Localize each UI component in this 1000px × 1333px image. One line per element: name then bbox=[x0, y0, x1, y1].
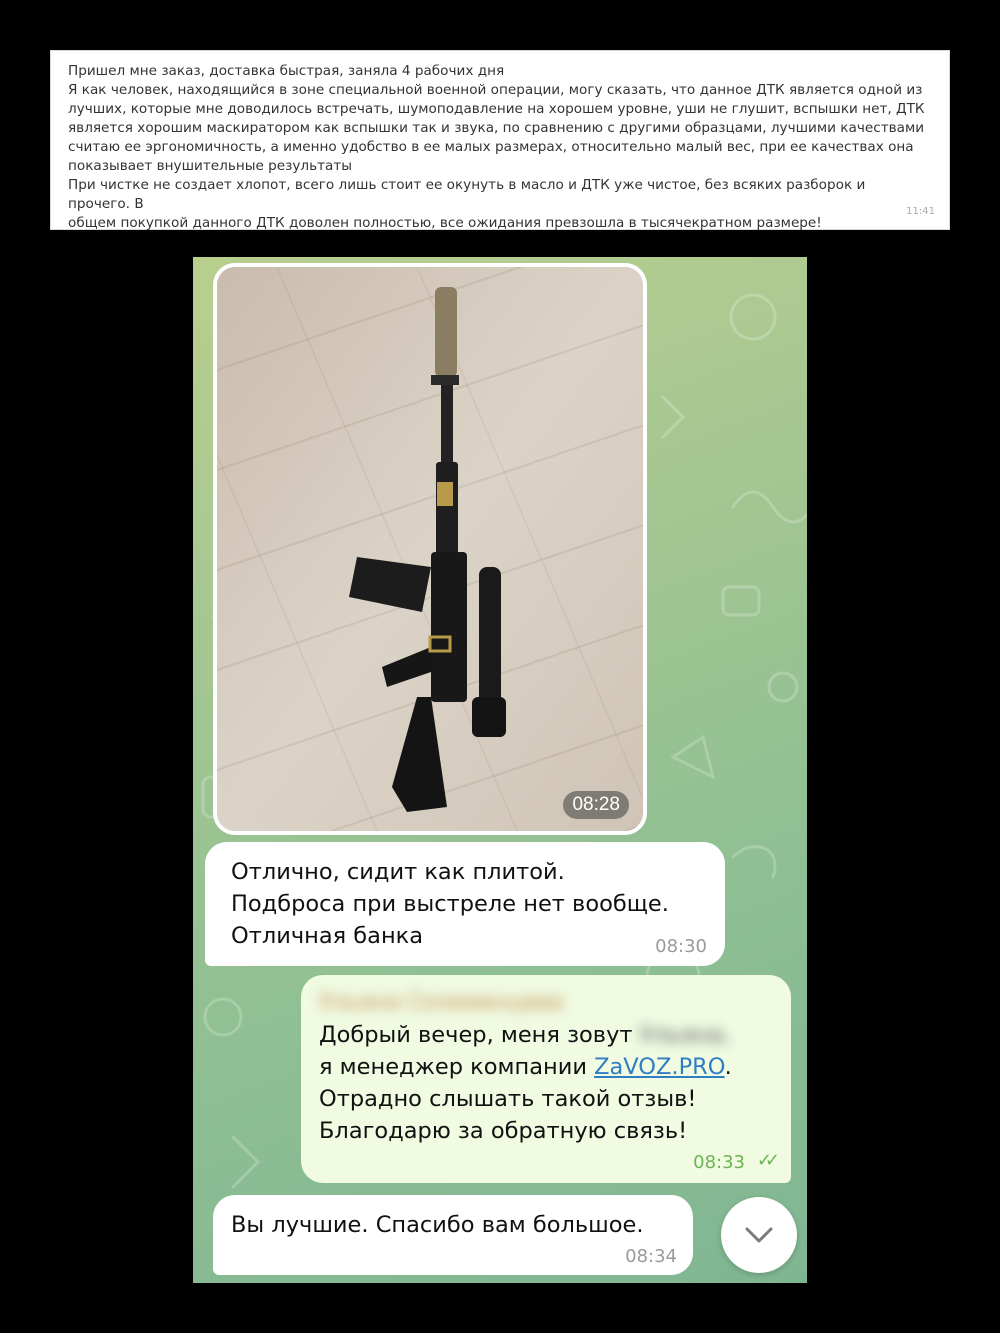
review-timestamp: 11:41 bbox=[906, 206, 935, 217]
message-text: Вы лучшие. Спасибо вам большое. bbox=[231, 1212, 644, 1238]
redacted-name: Ульяна, bbox=[639, 1022, 731, 1048]
review-line: показывает внушительные результаты bbox=[68, 158, 353, 174]
message-line bbox=[319, 1051, 791, 1083]
message-timestamp: 08:34 bbox=[625, 1246, 677, 1267]
review-line: При чистке не создает хлопот, всего лишь стоит ее окунуть в масло и ДТК уже чистое, без всяких разборок и прочего. В bbox=[68, 177, 866, 212]
message-timestamp: 08:33 bbox=[693, 1152, 745, 1173]
message-text: Благодарю за обратную связь! bbox=[319, 1118, 688, 1144]
chat-screenshot bbox=[193, 257, 807, 1283]
message-text: . bbox=[724, 1054, 732, 1080]
photo-timestamp: 08:28 bbox=[563, 791, 629, 819]
double-check-icon: ✓✓ bbox=[756, 1150, 773, 1171]
chevron-down-icon bbox=[744, 1226, 774, 1244]
rifle-photo[interactable] bbox=[217, 267, 643, 831]
message-text: Отрадно слышать такой отзыв! bbox=[319, 1086, 697, 1112]
review-line: Я как человек, находящийся в зоне специальной военной операции, могу сказать, что данное ДТК является одной из bbox=[68, 82, 923, 98]
incoming-message[interactable] bbox=[205, 842, 725, 966]
sender-name: Ульяна Соломенцева bbox=[319, 990, 564, 1015]
message-text: Отличная банка bbox=[231, 923, 424, 949]
company-link[interactable]: ZaVOZ.PRO bbox=[594, 1054, 725, 1080]
photo-message[interactable] bbox=[213, 263, 647, 835]
message-timestamp: 08:30 bbox=[655, 936, 707, 957]
message-text: Подброса при выстреле нет вообще. bbox=[231, 891, 669, 917]
message-text: Добрый вечер, меня зовут bbox=[319, 1022, 640, 1048]
review-line: лучших, которые мне доводилось встречать, шумоподавление на хорошем уровне, уши не глушит, вспышки нет, ДТК bbox=[68, 101, 925, 117]
outgoing-message[interactable] bbox=[301, 975, 791, 1183]
review-card bbox=[50, 50, 950, 230]
incoming-message[interactable] bbox=[213, 1195, 693, 1275]
review-line: Пришел мне заказ, доставка быстрая, заняла 4 рабочих дня bbox=[68, 63, 505, 79]
message-text: я менеджер компании bbox=[319, 1054, 595, 1080]
message-line bbox=[319, 1019, 791, 1051]
scroll-down-button[interactable] bbox=[721, 1197, 797, 1273]
review-line: считаю ее эргономичность, а именно удобство в ее малых размерах, относительно малый вес, при ее качествах она bbox=[68, 139, 914, 155]
message-text: Отлично, сидит как плитой. bbox=[231, 859, 565, 885]
review-line: является хорошим маскиратором как вспышки так и звука, по сравнению с другими образцами, лучшими качествами bbox=[68, 120, 925, 136]
review-line: общем покупкой данного ДТК доволен полностью, все ожидания превзошла в тысячекратном размере! bbox=[68, 215, 822, 231]
rifle-photo-illustration bbox=[217, 267, 643, 831]
